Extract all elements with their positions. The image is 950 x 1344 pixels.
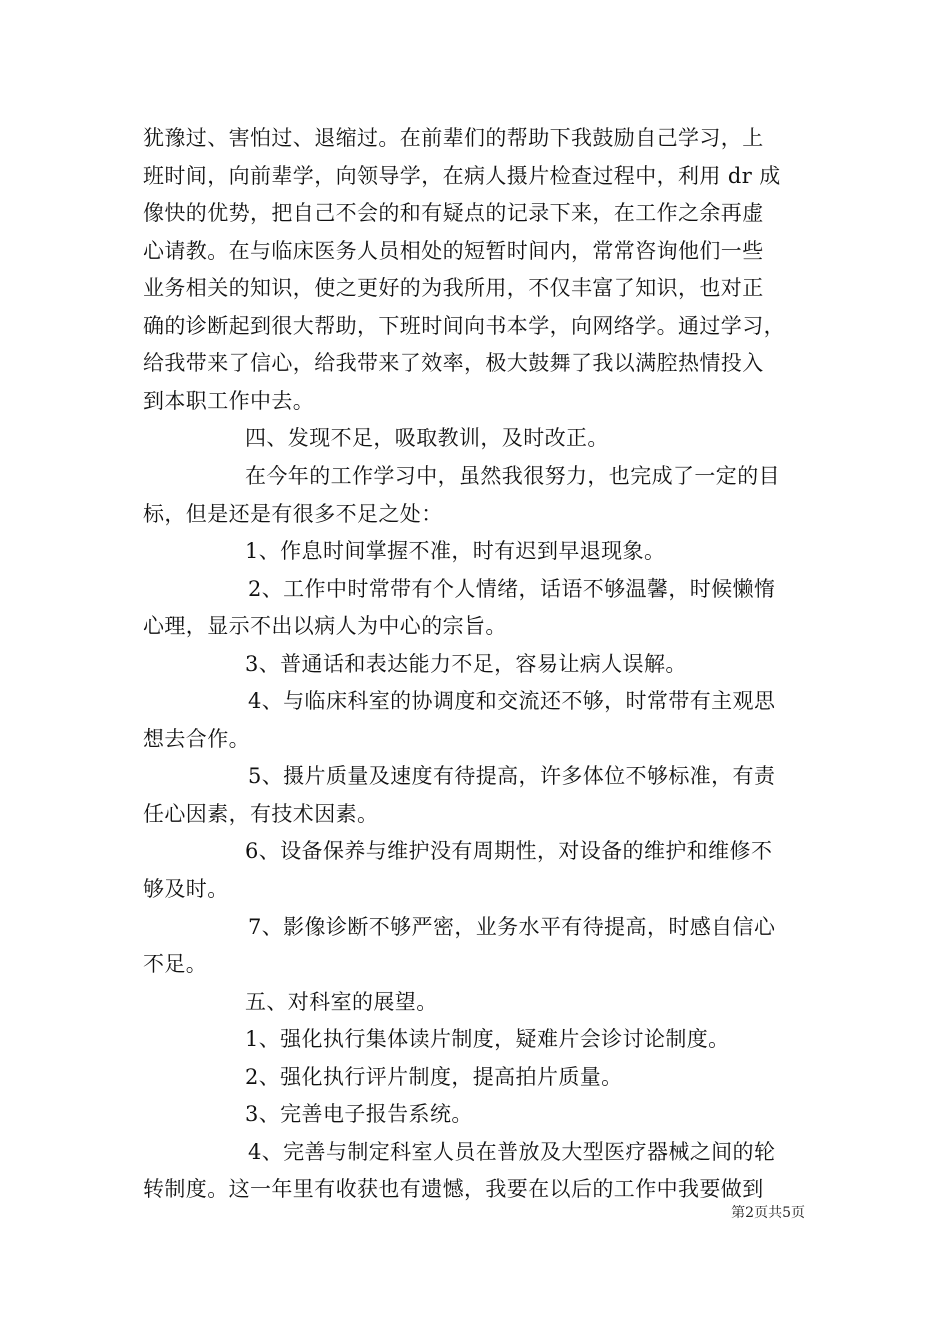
text-line: 到本职工作中去。	[143, 388, 315, 413]
text-line: 心请教。在与临床医务人员相处的短暂时间内，常常咨询他们一些	[143, 238, 764, 263]
text-line: 3、普通话和表达能力不足，容易让病人误解。	[245, 651, 687, 676]
page-number-footer: 第2页共5页	[731, 1205, 805, 1221]
text-line: 5、摄片质量及速度有待提高，许多体位不够标准，有责	[248, 764, 776, 789]
text-line: 1、强化执行集体读片制度，疑难片会诊讨论制度。	[245, 1027, 730, 1052]
text-line: 7、影像诊断不够严密，业务水平有待提高，时感自信心	[248, 914, 776, 939]
text-line: 2、工作中时常带有个人情绪，话语不够温馨，时候懒惰	[248, 576, 776, 601]
text-line: 五、对科室的展望。	[245, 989, 438, 1014]
text-line: 像快的优势，把自己不会的和有疑点的记录下来，在工作之余再虚	[143, 201, 764, 226]
text-line: 6、设备保养与维护没有周期性，对设备的维护和维修不	[245, 839, 773, 864]
text-line: 心理，显示不出以病人为中心的宗旨。	[143, 614, 507, 639]
text-line: 班时间，向前辈学，向领导学，在病人摄片检查过程中，利用 dr 成	[143, 163, 781, 188]
text-line: 3、完善电子报告系统。	[245, 1102, 473, 1127]
text-line: 业务相关的知识，使之更好的为我所用，不仅丰富了知识，也对正	[143, 276, 764, 301]
text-line: 确的诊断起到很大帮助，下班时间向书本学，向网络学。通过学习，	[143, 313, 785, 338]
text-line: 四、发现不足，吸取教训，及时改正。	[245, 426, 609, 451]
text-line: 给我带来了信心，给我带来了效率，极大鼓舞了我以满腔热情投入	[143, 351, 764, 376]
text-line: 犹豫过、害怕过、退缩过。在前辈们的帮助下我鼓励自己学习，上	[143, 126, 764, 150]
text-line: 不足。	[143, 952, 208, 977]
text-line: 想去合作。	[143, 726, 250, 751]
text-line: 标，但是还是有很多不足之处：	[143, 501, 443, 526]
text-line: 4、完善与制定科室人员在普放及大型医疗器械之间的轮	[248, 1139, 776, 1164]
text-line: 4、与临床科室的协调度和交流还不够，时常带有主观思	[248, 689, 776, 714]
text-line: 转制度。这一年里有收获也有遗憾，我要在以后的工作中我要做到	[143, 1177, 764, 1202]
text-line: 任心因素，有技术因素。	[143, 801, 379, 826]
text-line: 1、作息时间掌握不准，时有迟到早退现象。	[245, 539, 666, 564]
text-line: 在今年的工作学习中，虽然我很努力，也完成了一定的目	[245, 463, 780, 488]
text-line: 够及时。	[143, 877, 229, 901]
text-line: 2、强化执行评片制度，提高拍片质量。	[245, 1064, 623, 1089]
